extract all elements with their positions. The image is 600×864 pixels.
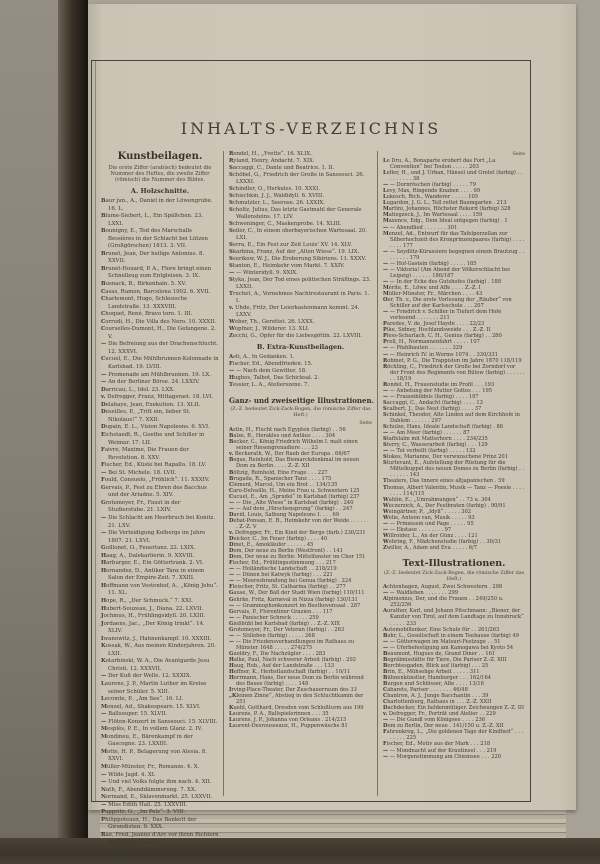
toc-entry: — Flöten-Konzert in Sanssouci. 15. XLVIII. (101, 718, 218, 725)
toc-entry: — An der Berliner Börse. 24. LXXIV. (101, 379, 200, 386)
toc-entry: — — Uferbefestigung am Kamogawa bei Kyoto 54 (383, 644, 514, 651)
toc-entry: Clément, Marcel, Um ein Brot . . 134/135 (229, 481, 338, 488)
toc-entry: Kotarbinski, W. A., Die Avantgarde Jesu Christi. 12. XXXVII. (101, 658, 210, 672)
toc-entry: Hoffmann von Vestenhof, A., „König Jehu“. 11. XL. (101, 582, 218, 597)
toc-entry: Weczerzick, A., Der Festbraten (farbig) . 90/91 (383, 502, 506, 509)
toc-entry: Harburger, E., Ein Göttertrank. 2. VI. (101, 560, 204, 567)
toc-entry: Jochmus, H., Frühlingsidyll. 20. LXIII. (101, 613, 206, 620)
toc-entry: Bahr, L., Gesellschaft in einem Teehause (farbig) 49 (383, 632, 519, 639)
toc-entry: Böltzig, Reinhold, Eine Frage . . . 227 (229, 469, 328, 476)
toc-entry: — — Viktoria! (Am Abend der Völkerschlacht bei Leipzig) . . . . . . 186/187 (383, 266, 510, 279)
seite-label: Seite (359, 420, 372, 427)
toc-entry: Ryland, Henry, Andacht. 7. XIX. (229, 158, 315, 164)
frame-inner-rule (95, 61, 96, 801)
toc-entry: Pike, Sidney, Hochlandsweide . . . Z.-Z. II (383, 327, 491, 334)
toc-entry: Choquet, René, Bravo toro. 1. III. (101, 311, 193, 318)
toc-entry: Bühnenkünstler, Hamburger . . . 162/164 (383, 674, 491, 681)
toc-entry: Laurens, J. P., Johanna von Orleans . 214/215 (229, 717, 347, 724)
toc-entry: — Der Kuß der Welle. 12. XXXIX. (101, 673, 192, 680)
toc-entry: Skarbina, Franz, Auf der „Alten Wiese“. 19. LIX. (229, 249, 360, 255)
toc-entry: — Ballsouper. 15. XLVII. (101, 711, 168, 718)
book-edge-bottom (0, 838, 600, 864)
toc-entry: Automobillenker, Eine Schule für . . 261/263 (383, 626, 500, 633)
toc-entry: Dinet, E., Amokläufer . . . . . . 45 (229, 542, 314, 549)
toc-entry: — — Mondnacht auf der Krautinsel . . . 219 (383, 747, 497, 754)
page-gutter-shadow (58, 0, 88, 864)
toc-entry: — — Pfahlbauten . . . . . . . 329 (383, 345, 463, 352)
toc-entry: Normand, E., Sklavenmarkt. 25. LXXVII. (101, 794, 213, 801)
toc-entry: Lugardon, J. G. L., Tell rettet Baumgarten . 213 (383, 200, 507, 207)
page-title: INHALTS-VERZEICHNIS (180, 119, 442, 138)
toc-entry: Grotemeyer, Fr., Faust in der Studierstube. 21. LXIV. (101, 499, 181, 514)
toc-entry: — — Dornröschen (farbig) . . . . . 79 (383, 182, 477, 189)
toc-entry: — — Waldleben . . . . . . . 299 (383, 590, 459, 597)
toc-entry: — — Morgenstimmung am Chiemsee . . . 220 (383, 753, 502, 760)
toc-entry: Zwiller, A., Adam und Eva . . . . . 6/7 (383, 545, 478, 551)
toc-entry: Wahlin, E., „Umrahmungen“ . . 73 u. 304 (383, 496, 491, 503)
toc-entry: Styka, Jean, Der Tod eines politischen Sträflings. 23. LXXII. (229, 277, 371, 290)
toc-entry: Gießhübl bei Karlsbad (farbig) . . Z.-Z. XIX (229, 620, 341, 627)
kunstbeilagen-note: Die erste Ziffer (arabisch) bedeutet die Nummer des Heftes, die zweite Ziffer (römisch) die Nummer des Bildes. (108, 165, 212, 183)
toc-entry: Blume-Siebert, L., Ein Späßchen. 23. LXXI. (101, 213, 203, 227)
toc-entry: Darricau, L., Idol. 23. LXX. (101, 386, 175, 393)
toc-entry: Hernandez, D., Antiker Tanz in einem Salon der Empire-Zeit. 7. XXIII. (101, 567, 205, 582)
column-middle (223, 151, 377, 796)
toc-entry: Laurens, P. A., Ballspielerinnen . . . 35 (229, 711, 329, 718)
toc-entry: Gervais, P., Fest zu Ehren des Bacchus und der Ariadne. 5. XIV. (101, 484, 207, 499)
toc-entry: Fischer, Ed., Frühlingsstimmung . . . 217 (229, 560, 336, 567)
toc-entry: Achtenhagen, August, Zwei Schwestern . 298 (383, 584, 503, 591)
toc-entry: Hope, R., „Der Schmuck.“ 7. XXI. (101, 597, 193, 604)
toc-entry: Baur jun., A., Daniel in der Löwengrube. 16. L. (101, 198, 213, 212)
toc-entry: — — Panischer Schreck . . . . . 259 (229, 614, 319, 621)
toc-entry: — — Die Friedensverhandlungen im Rathaus zu Münster 1648 . . . . . 274/275 (229, 638, 355, 651)
toc-entry: Aurather, Karl, und Johann Pitschmann: „Biener, der Kanzler von Tirol, auf dem Landtage zu Innsbruck“ . . . . . 233 (383, 608, 524, 627)
toc-entry: Paredes, V. de, Josef Haydn . . . . 22/23 (383, 321, 485, 328)
toc-entry: — — Holländische Landschaft . . 218/219 (229, 566, 337, 573)
toc-entry: Sturtevant, E., Aufstellung der Rüstung für die Mittelkuppel des neuen Domes zu Berlin (farbig) . . . . . . . . 143 (383, 460, 525, 479)
toc-entry: v. Defregger, Fr., Porträt und Atelier . . 229 (383, 711, 496, 718)
toc-entry: Pless-Scharlach, C. H., Genius (farbig) . . 280 (383, 333, 502, 340)
toc-entry: Caro-Delvaille, H., Meine Frau u. Schwestern 125 (229, 487, 360, 494)
toc-entry: Fischer, Ed., Abendfrieden. 15. (229, 361, 313, 367)
toc-entry: — — Winteridyll. 9. XXIX. (229, 270, 298, 276)
toc-entry: Gause, W., Der Ball der Stadt Wien (farbig) 110/111 (229, 590, 365, 597)
toc-entry: „Kleinen Zinne“, Abstieg in den Schluchtkamin der 251 (229, 693, 364, 706)
toc-entry: Halke, Paul, Nach schwerer Arbeit (farbig) . 292 (229, 656, 356, 663)
toc-entry: Scalbert, J., Das Nest (farbig) . . . . 37 (383, 405, 482, 412)
toc-entry: v. Uhde, Fritz, Der Leierkastenmann kommt. 24. LXXV. (229, 305, 360, 318)
toc-entry: Lecomte, P., „Am See“. 16. LI. (101, 696, 184, 703)
seite-label: Seite (512, 151, 525, 157)
toc-entry: Prell, H., Normannenfahrt . . . . . 107 (383, 339, 480, 346)
toc-entry: Menzel, Ad., Entwurf für das Tafelporzellan zur Silberhochzeit des Kronprinzenpaares (farbig) . . . . . . . . 177 (383, 230, 525, 249)
toc-entry: Dom, Der neue zu Berlin (Westfront) . . 141 (229, 548, 343, 555)
toc-entry: — — Prinzessin und Page . . . . . 95 (383, 520, 474, 527)
toc-entry: Stokes, Marianne, Der verwunschene Prinz 201 (383, 454, 508, 461)
toc-entry: Hughes, Talbot, Das Schicksal. 2. (229, 375, 320, 381)
toc-entry: Fleischer, Fritz, St. Catharina (farbig) . . 277 (229, 584, 346, 591)
toc-entry: Kossak, W., Aus meinen Kinderjahren. 20. LXII. (101, 643, 216, 657)
toc-entry: Schindler, O., Herkules. 10. XXXI. (229, 186, 320, 192)
toc-entry: — — Dünen bei Katwyk (farbig) . . . 221 (229, 572, 333, 579)
heading-ganz-illustrationen: Ganz- und zweiseitige Illustrationen. (229, 396, 374, 405)
toc-entry: — — Götterwagen im Matsuri-Festzuge . . 51 (383, 638, 501, 645)
toc-entry: Fischer, Ed., Küste bei Rapallo. 18. LV. (101, 462, 207, 469)
toc-entry: Hubert-Souzeau, J., Diana. 22. LXVII. (101, 605, 204, 612)
book-edge-left (0, 0, 58, 864)
toc-entry: — Wilde Jagd. 4. XI. (101, 771, 156, 778)
toc-entry: Charlottenburg, Rathaus in . . . Z.-Z. XXII (383, 699, 492, 706)
toc-entry: Jordaens, Jac., „Der König trinkt“. 14. XLIV. (101, 620, 205, 635)
extra-kunstbeilagen-entries (229, 354, 372, 389)
toc-entry: — Die Befreiung aus der Drachenschlucht. 12. XXXVI. (101, 341, 218, 355)
toc-entry: — — Seydlitz-Kürassiere begegnen einem Brautzug . . . . . . . . 179 (383, 248, 525, 261)
toc-entry: Beaumont, Hugues de, Grand Diner . . 161 (383, 650, 496, 657)
toc-entry: Charlemont, Hugo, Schlesische Landstraße. 13. XXXVIII. (101, 296, 188, 310)
toc-entry: Nath, F., Abenddämmerung. 7. XX. (101, 786, 197, 793)
toc-entry: Mondineu, E., Bärenkampf in der Gascogne. 23. LXXIII. (101, 733, 193, 748)
toc-entry: — — Auf dem „Hirschensprung“ (farbig) . . 247 (229, 505, 353, 512)
toc-entry: Mesplès, P. E., In vollem Glanz. 2. IV. (101, 726, 203, 733)
toc-entry: Astin, H., Flucht nach Egypten (farbig) . . 56 (229, 427, 346, 434)
toc-entry: — — Frauenbildnis (farbig) . . . . 197 (383, 393, 479, 400)
ganz-illustrationen-note: (Z.-Z. bedeutet Zick-Zack-Bogen, die römische Ziffer das Heft.) (230, 406, 371, 418)
toc-entry: Fould, Consuelo, „Fröhlich“. 11. XXXIV. (101, 477, 210, 484)
toc-entry: Irving-Place-Theater, Der Zuschauerraum des 33 (229, 687, 357, 694)
toc-entry: Tessier, L. A., Atelierszene. 7. (229, 382, 310, 388)
toc-entry: Balze, R., Herakles und Antäus . . . . 304 (229, 433, 336, 440)
toc-entry: — — Ekstase . . . . . . . . 97 (383, 526, 452, 533)
toc-entry: Le Dru, A., Bonaparte erobert das Fort „La Convention“ bei Toulon . . . . . 203 (383, 158, 496, 171)
toc-entry: Stanton, E., Heimkehr vom Markt. 7. XXIV. (229, 263, 345, 269)
toc-entry: Begas, Reinhold, Das Bismarckdenkmal im neuen Dom zu Berlin . . . . Z.-Z. XII (229, 457, 360, 470)
toc-entry: — — Meeresbrandung bei Genua (farbig) . 224 (229, 578, 352, 585)
toc-entry: Müller-Münster, Fr., Romanze. 4. X. (101, 764, 200, 771)
toc-entry: Rondel, H., Frauenstudie im Profil . . . 193 (383, 381, 495, 388)
toc-entry: Grotemeyer, Fr., Der Veteran (farbig) . . 263 (229, 626, 345, 633)
toc-entry: Willroider, L., An der Günz . . . . 121 (383, 532, 478, 539)
toc-entry: Brugada, R., Spanischer Tanz . . . . 175 (229, 475, 332, 482)
toc-entry: Dupain, E. L., Vision Napoleons. 6. XVI. (101, 424, 210, 431)
toc-entry: Laurens, J. P., Martin Luther im Kreise seiner Schüler. 5. XIII. (101, 681, 207, 695)
toc-entry: Schmutzler, L., Seerose. 26. LXXIX. (229, 200, 325, 206)
heading-text-illustrationen: Text-Illustrationen. (402, 558, 506, 570)
toc-entry: Kuehl, Gotthard, Dresden vom Schloßturm aus 199 (229, 705, 364, 712)
column-kunstbeilagen (101, 151, 223, 854)
toc-entry: Robinet, P. G., Die Trappisten im Jahre 1870 118/119 (383, 357, 522, 364)
toc-entry: Dachdecker, Ein heldenmütiger. Zeichnungen Z.-Z. III (383, 705, 524, 712)
toc-entry: Iwanowitz, J., Hahnenkampf. 10. XXXIII. (101, 635, 212, 642)
toc-entry: Faivre, Maxime, Die Frauen der Revolution. 8. XXV. (101, 447, 189, 461)
toc-entry: Matiegzeck, J., Im Wartesaal . . . . 159 (383, 212, 483, 219)
toc-entry: Burgen und Schlösser, Alte . . . . 13/16 (383, 680, 484, 687)
toc-entry: — — Hof-Gastein (farbig) . . . . . 185 (383, 260, 477, 267)
toc-entry: Begräbnisstätte für Tiere, Die Pariser Z.-Z. XIII (383, 656, 507, 663)
toc-entry: v. Beckerath, W., Der Raub der Europa . 66/67 (229, 451, 350, 458)
toc-entry: Saccaggi, C., Andacht (farbig) . . . . 13 (383, 399, 483, 406)
toc-entry: — — Die Gundl vom Königsee . . . . 236 (383, 717, 486, 724)
heading-extra-kunstbeilagen: B. Extra-Kunstbeilagen. (256, 343, 345, 351)
toc-entry: Welie, Antoon van, Musik . . . . . 93 (383, 514, 475, 521)
toc-entry: Deseilles, P., „Tritt ein, lieber St. Nikolaus!“ 7. XXII. (101, 409, 191, 423)
toc-entry: Theaters, Das Innere eines altjapanischen . 59 (383, 478, 505, 485)
toc-entry: Cucuel, E., Die Mühlbrunnen-Kolonnade in Karlsbad. 19. LVIII. (101, 356, 219, 371)
toc-entry: Brunet, Jean, Der heilige Antonius. 8. XXVII. (101, 250, 205, 265)
toc-entry: — Promenade am Mühlbrunnen. 19. LX. (101, 371, 212, 378)
toc-entry: Oer, Th. v., Die erste Vorlesung der „Räuber“ von Schiller auf der Karlsschule . . . 207 (383, 297, 512, 310)
toc-entry: Serra, E., Ein Fest zur Zeit Louis' XV. 14. XLV. (229, 242, 352, 248)
toc-entry: Menzel, Ad., Shakespeare. 15. XLVI. (101, 703, 201, 710)
toc-entry: — — Die „Alte Wiese“ in Karlsbad (farbig) . 240 (229, 499, 354, 506)
toc-entry: Pappritz, G., „Im Pelz“. 3. VIII. (101, 809, 186, 816)
toc-entry: Martini, Johannes, Höchster Rekord (farbig) 328 (383, 206, 511, 213)
toc-entry: v. Defregger, Franz, Mittagsrast. 18. LVI. (101, 394, 214, 401)
toc-entry: Ssurikow, W. J., Die Eroberung Sibiriens. 11. XXXV. (229, 256, 367, 262)
text-illustrationen-entries (383, 584, 525, 759)
ganz-illustrationen-entries (229, 427, 372, 729)
toc-entry: Mérite, E., Löwe und Affe . . . . Z.-Z. I (383, 284, 481, 291)
toc-entry: Müller-Münster, Fr., Märchen . . . . 43 (383, 291, 483, 298)
toc-entry: Brunet-Houard, P. A., Flore bringt einen Schnellzug zum Entgleisen. 3. IX. (101, 265, 212, 280)
toc-entry: Philippoteaux, H., Das Bankett der Girondisten. 9. XXX. (101, 816, 197, 831)
toc-entry: Delahaye, Jean, Exekution. 13. XLII. (101, 401, 201, 408)
toc-entry: Sterry, C., Wasserarbeit (farbig) . . . 129 (383, 442, 488, 449)
toc-entry: — — Am Meer (farbig) . . . . . . 87 (383, 430, 470, 437)
toc-entry: Seiler, C., In einem oberbayerischen Wartesaal. 20. LXI. (229, 228, 367, 241)
toc-entry: Fahrenkrog, L., „Die goldenen Tage der Kindheit“ . . . . . . . . 225 (383, 729, 524, 742)
toc-entry: Herrmann, Hans, Der neue Dom zu Berlin während des Baues (farbig) . . . . 148 (229, 675, 364, 688)
toc-entry: Wopfner, J., Wilderer. 13. XLI. (229, 326, 310, 332)
toc-entry: — — Tot verbellt (farbig) . . . . . 132 (383, 448, 476, 455)
toc-entry: — — In der Ecke des Gutshofes (farbig) . 188 (383, 278, 502, 285)
toc-entry: Fischer, Ed., Motiv aus der Mark . . . 218 (383, 741, 491, 748)
toc-entry: Heffner, K., Herbstlandschaft (farbig) . . 10/11 (229, 669, 351, 676)
toc-entry: Motte, H. P., Belagerung von Alesia. 8. XXVI. (101, 748, 207, 763)
toc-entry: Alpinismus, Der, und die Frauen . . 249/250 u. 252/256 (383, 596, 504, 609)
toc-entry: David, Louis, Salbung Napoleons I. . . . 69 (229, 511, 340, 518)
toc-entry: Chantron, A. J., Junge Bacchantin . . . 39 (383, 693, 489, 700)
toc-entry: Dom, Der neue zu Berlin: Mittelfenster im Chor 151 (229, 554, 366, 561)
toc-entry: — — Anbetung der Mutter Gottes . . . 195 (383, 387, 493, 394)
toc-entry: Schöbel, G., Friedrich der Große in Sanssouci. 26. LXXXI. (229, 172, 365, 185)
toc-entry: Scholtz, Julius, Das letzte Gastmahl der Generale Wallensteins. 17. LIV. (229, 207, 362, 220)
toc-entry: Saccaggi, C., Dante und Beatrice. 1. II. (229, 165, 335, 171)
toc-entry: Rondel, H., „Yvette“. 16. XLIX. (229, 151, 312, 157)
toc-entry: Schweninger, C., Maskenprobe. 14. XLIII. (229, 221, 342, 227)
toc-entry: Weber, Th., Gerettet. 26. LXXX. (229, 319, 315, 325)
toc-entry: Busnack, B., Birkenhain. 5. XV. (101, 281, 187, 288)
toc-entry: Rae, Fred, Jeanne d'Arc vor ihren Richtern zu Rouen. 17. LIII. (101, 831, 219, 846)
toc-entry: Maxence, Edg., Dem Ideal entgegen (farbig) . 1 (383, 218, 508, 225)
toc-entry: — — Nach dem Gewitter. 18. (229, 368, 307, 374)
toc-entry: Berchtesgaden, Blick auf (farbig) . . . 25 (383, 662, 489, 669)
toc-entry: — — Grammophonkonzert im Beethovensaal . 287 (229, 602, 361, 609)
toc-entry: Brin, E., Mühselige Arbeit . . . . . 311 (383, 668, 480, 675)
toc-entry: Eichstaedt, R., Goethe und Schiller in Weimar. 17. LII. (101, 431, 205, 446)
toc-entry: Gervais, P., Florentiner Grazien . . . 117 (229, 608, 333, 615)
toc-entry: — Und viel Volks folgte ihm nach. 4. XII. (101, 779, 212, 786)
heading-kunstbeilagen: Kunstbeilagen. (117, 151, 203, 162)
toc-entry: Courselles-Dumont, H., Die Gefangene. 2. V. (101, 326, 216, 340)
toc-entry: Rae, Henriette, Morgenlied. 25. LXXVI. (101, 847, 210, 854)
toc-entry: Schinkel, Theodor, Alte Linden auf dem Kirchhofe in Dahlem . . . . . . 297 (383, 411, 520, 425)
toc-entry: Zecchi, G., Opfer für die Liebesgöttin. 22. LXVIII. (229, 333, 363, 339)
toc-entry: Truchet, A., Vornehmes Nachtrestaurant in Paris. 1. I. (229, 291, 370, 304)
toc-entry: Asti, A., In Gedanken. 1. (229, 354, 295, 360)
heading-holzschnitte: A. Holzschnitte. (130, 187, 190, 195)
toc-entry: — — Friedrich v. Schiller in Tiefurt dem Hofe vorlesend . . . . . . . 211 (383, 309, 502, 322)
toc-entry: — — Abendlied . . . . . . . 301 (383, 224, 458, 231)
toc-entry: Haag, A., Dalekarlierin. 9. XXVIII. (101, 552, 195, 559)
toc-columns (101, 151, 525, 854)
toc-entry: Schulze, Hans, Ideale Landschaft (farbig) . 86 (383, 424, 504, 431)
book-page (88, 4, 576, 854)
toc-entry: — Bei St. Michele. 18. LVII. (101, 469, 177, 476)
toc-entry: — Die Verteidigung Kolbergs im Jahre 1807. 21. LXVI. (101, 530, 206, 544)
toc-entry: Cucuel, E., Am „Sprudel“ in Karlsbad (farbig) 237 (229, 493, 360, 500)
column-right (377, 151, 525, 796)
toc-entry: Casas, Ramon, Barcelona 1902. 6. XVII. (101, 288, 211, 295)
toc-entry: — Miss Edith Hall. 25. LXXVIII. (101, 801, 188, 808)
toc-entry: Deicker, C., Im Feuer (farbig) . . . . 40 (229, 536, 328, 543)
toc-entry: — — Heinrich IV. in Worms 1074 . . 330/331 (383, 351, 498, 358)
toc-entry: Debat-Ponsan, E. B., Heimkehr von der Weide . . . . . . . Z.-Z. V (229, 517, 369, 530)
toc-entry: Becker, C., König Friedrich Wilhelm I. malt einen seiner Riesengrenadiere . . . 23 (229, 439, 358, 452)
printed-border-frame (91, 60, 531, 854)
toc-entry: — — Stilleben (farbig) . . . . . 268 (229, 632, 315, 639)
toc-entry: Levy, Max, Ringende Knaben . . . . 99 (383, 188, 481, 195)
toc-entry: Lukesch, Rich., Wanderer . . . . . 105 (383, 194, 479, 201)
toc-entry: Lefler, H., und J. Urban, Hänsel und Gretel (farbig) . . . . . . . . . 38 (383, 170, 523, 183)
ganz-illustrationen-entries-continued (383, 158, 525, 551)
toc-entry: Haug, Rob., Auf der Landstraße . . . 133 (229, 663, 334, 670)
holzschnitte-entries-continued (229, 151, 372, 340)
toc-entry: Staffelalm mit Matterhorn . . . . 234/235 (383, 436, 488, 443)
toc-entry: v. Defregger, Fr., Ein Kind der Berge (farb.) 230/231 (229, 529, 366, 536)
toc-entry: Cabarets, Pariser . . . . . . . 46/48 (383, 687, 468, 694)
toc-entry: — Die Schlacht am Heerbruch bei Konitz. 21. LXV. (101, 514, 216, 529)
toc-entry: Weingärtner, P., „Idyll“ . . . . . 302 (383, 508, 472, 515)
toc-entry: Laurent-Desrousseaux, H., Puppenwäsche 81 (229, 723, 348, 730)
toc-entry: Gueldry, F., Die Nachzügler . . . . 283 (229, 650, 326, 657)
toc-entry: Gehrke, Fritz, Karneval in Nizza (farbig) 130/131 (229, 596, 358, 603)
toc-entry: Corrodi, H., Die Villa des Nero. 10. XXXII. (101, 318, 217, 325)
holzschnitte-entries (101, 198, 219, 855)
text-illustrationen-note: (Z.-Z. bedeutet Zick-Zack-Bogen, die römische Ziffer das Heft.) (383, 570, 525, 582)
toc-entry: Bounigny, E., Tod des Marschalls Bessières in der Schlacht bei Lützen (Großgörschen) 1813. 3. VII. (101, 228, 208, 250)
toc-entry: Wehring, F., Mädchenstudie (farbig) . . 30/31 (383, 538, 502, 545)
toc-entry: Schischkin, J. J., Waldidyll. 6. XVIII. (229, 193, 324, 199)
toc-entry: Thomas, Albert Valentin, Musik — Tanz — Poesie . . . . . . . . 114/115 (383, 484, 525, 497)
toc-entry: Guillonet, O., Feuertanz. 22. LXIX. (101, 545, 196, 552)
toc-entry: Dom zu Berlin, Der neue . 141/150 u. Z.-Z. XII (383, 723, 504, 730)
toc-entry: Röchling, C., Friedrich der Große bei Zorndorf vor der Front des Regiments von Bülow (farbig) . . . . . . . . 18/19 (383, 363, 525, 382)
